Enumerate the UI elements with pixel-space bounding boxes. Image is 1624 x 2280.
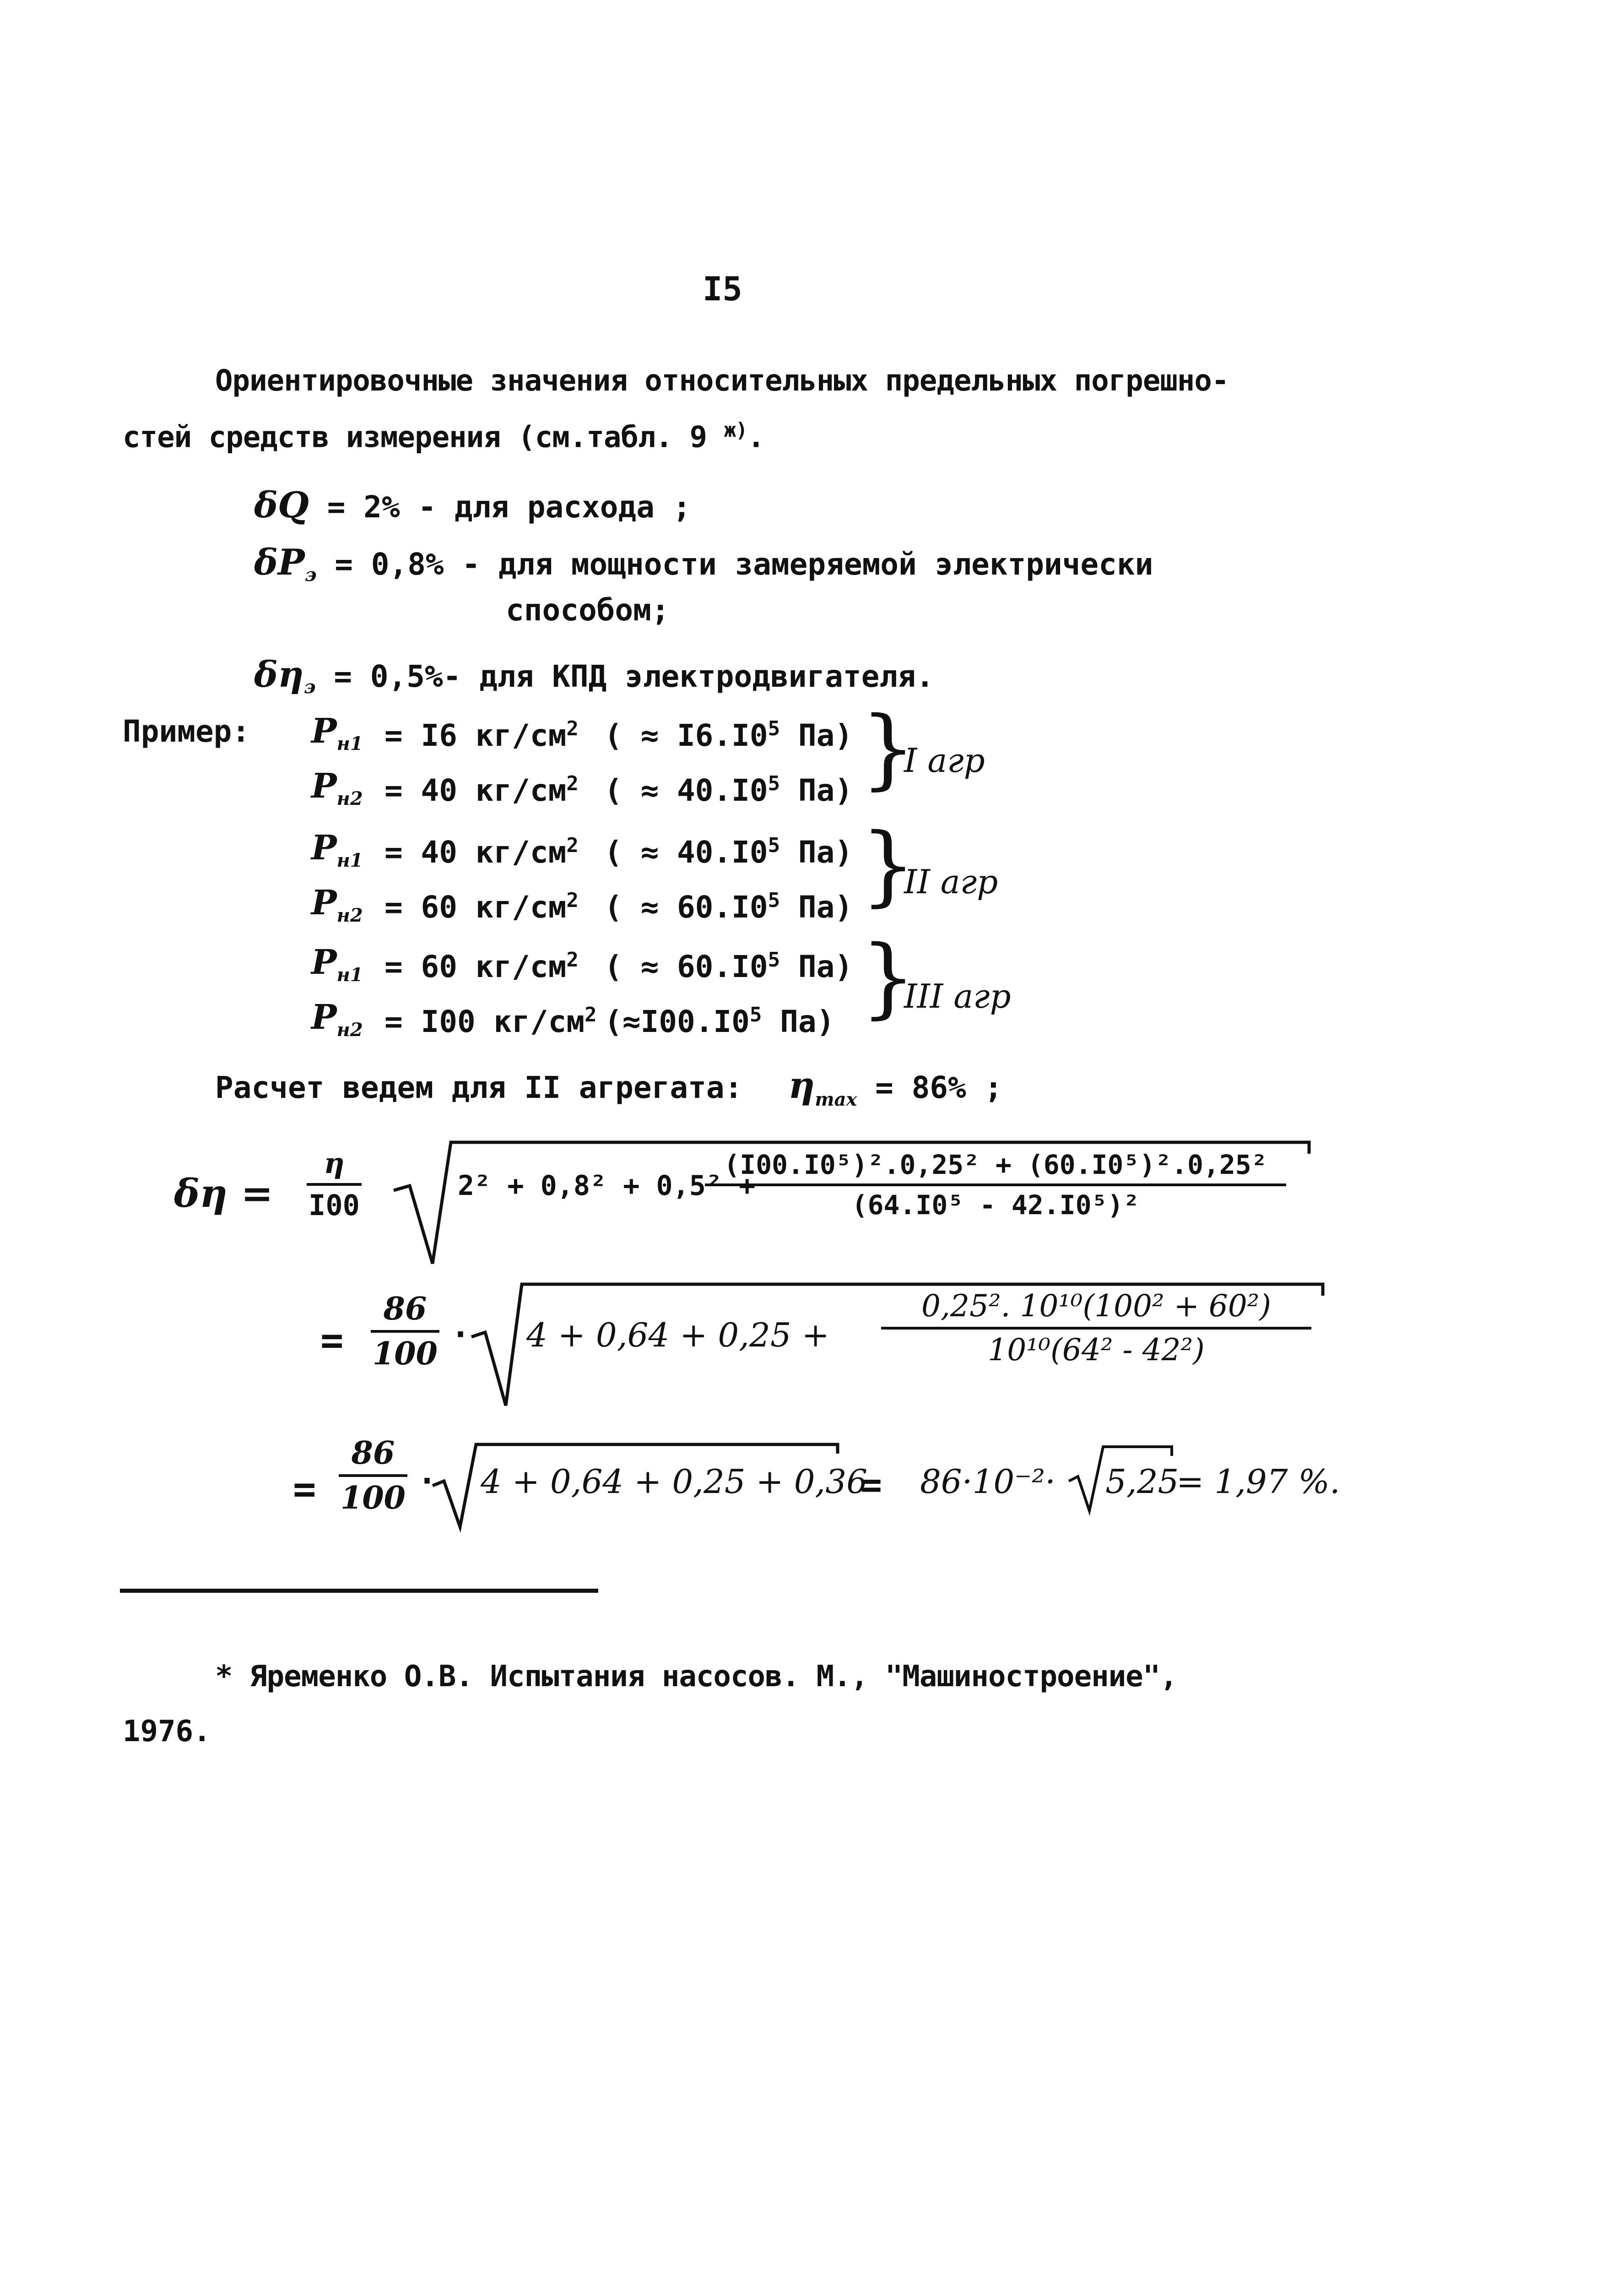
result-equals: =	[861, 1465, 882, 1506]
fraction-bar	[307, 1183, 362, 1186]
fraction-den: 100	[341, 1480, 406, 1516]
group-label-1: I агр	[904, 741, 985, 780]
fraction-num: 0,25². 10¹⁰(100² + 60²)	[921, 1288, 1271, 1324]
pressure-pa: ($\approx I00.I0^5$ Па)	[604, 1003, 835, 1039]
fraction-den: 100	[373, 1335, 438, 1372]
pressure-pa: ( ≈ $60.I0^5$ Па)	[604, 889, 853, 925]
error-power-line-cont: способом;	[506, 592, 670, 628]
fraction-86-over-100-b	[339, 1435, 407, 1516]
pressure-symbol: $P_{н1}$	[311, 943, 363, 986]
fraction-bar	[371, 1330, 439, 1333]
group-label-3: III агр	[904, 977, 1011, 1015]
eta-max-value: = 86% ;	[875, 1070, 1003, 1105]
dot-operator: ·	[417, 1462, 437, 1500]
radicand-2-terms: 4 + 0,64 + 0,25 +	[526, 1316, 829, 1354]
fraction-num: (I00.I0⁵)².0,25² + (60.I0⁵)².0,25²	[724, 1149, 1267, 1180]
delta-q-text: = 2% - для расхода ;	[327, 489, 691, 525]
pressure-symbol: $P_{н1}$	[311, 711, 363, 755]
intro-line-2	[123, 418, 765, 455]
pressure-value: = 60 $кг/см^2$	[384, 889, 579, 925]
example-label: Пример:	[123, 714, 250, 749]
formula-lhs: δη =	[174, 1171, 273, 1216]
delta-p-sub: э	[304, 564, 317, 586]
pressure-pa: ( ≈ $60.I0^5$ Па)	[604, 948, 853, 984]
footnote-line-1: * Яременко О.В. Испытания насосов. М., "Машиностроение",	[215, 1660, 1177, 1694]
radicand-1-terms: 2² + 0,8² + 0,5² +	[458, 1170, 756, 1202]
formula-equals-2: =	[320, 1318, 344, 1363]
pressure-symbol: $P_{н1}$	[311, 828, 363, 871]
brace-group-2: }	[861, 814, 916, 916]
fraction-num: 86	[383, 1291, 427, 1327]
result-value: = 1,97 %.	[1176, 1462, 1340, 1501]
fraction-num: η	[324, 1146, 345, 1180]
pressure-pa: ( ≈ $40.I0^5$ Па)	[604, 772, 853, 808]
footnote-line-2: 1976.	[123, 1715, 211, 1748]
intro-line-2-text: стей средств измерения (см.табл. 9	[123, 420, 707, 455]
pressure-pa: ( ≈ $40.I0^5$ Па)	[604, 834, 853, 870]
calc-text: Расчет ведем для II агрегата:	[215, 1070, 743, 1105]
radicand-1-fraction	[705, 1149, 1286, 1221]
pressure-value: = 60 $кг/см^2$	[384, 948, 579, 984]
delta-q-symbol: δQ	[254, 484, 309, 526]
fraction-den: 10¹⁰(64² - 42²)	[988, 1332, 1205, 1368]
pressure-symbol: $P_{н2}$	[311, 883, 363, 926]
fraction-bar	[705, 1183, 1286, 1186]
error-flow-line	[254, 484, 691, 526]
fraction-den: I00	[309, 1189, 360, 1222]
delta-eta-sub: э	[303, 676, 316, 698]
page-number: I5	[703, 270, 742, 308]
calc-line	[215, 1064, 1003, 1110]
radicand-2-fraction	[881, 1288, 1311, 1368]
brace-group-1: }	[861, 698, 916, 799]
brace-group-3: }	[861, 927, 916, 1028]
delta-p-symbol: δP	[254, 542, 305, 583]
pressure-pa: ( ≈ $I6.I0^5$ Па)	[604, 717, 853, 753]
fraction-bar	[339, 1474, 407, 1477]
result-prefix: 86·10⁻²·	[920, 1462, 1056, 1501]
delta-eta-symbol: δη	[254, 654, 304, 695]
fraction-eta-over-100	[307, 1146, 362, 1222]
radical-sign-4	[0, 0, 5, 5]
intro-line-1: Ориентировочные значения относительных предельных погрешно-	[215, 364, 1229, 398]
error-efficiency-line	[254, 654, 934, 698]
formula-equals-3: =	[293, 1466, 316, 1511]
pressure-value: = I6 $кг/см^2$	[384, 717, 579, 753]
footnote-separator	[120, 1589, 598, 1593]
group-label-2: II агр	[904, 863, 998, 901]
fraction-den: (64.I0⁵ - 42.I0⁵)²	[851, 1189, 1140, 1221]
fraction-86-over-100	[371, 1291, 439, 1372]
radicand-3: 4 + 0,64 + 0,25 + 0,36	[481, 1462, 868, 1501]
result-radicand: 5,25	[1105, 1462, 1179, 1501]
intro-line-2-end: .	[747, 420, 765, 455]
footnote-mark: ж)	[724, 418, 747, 442]
fraction-num: 86	[351, 1435, 395, 1471]
delta-p-text: = 0,8% - для мощности замеряемой электрически	[335, 547, 1153, 582]
eta-max-symbol: $\eta_{max}$	[788, 1064, 857, 1110]
dot-operator: ·	[451, 1316, 471, 1353]
fraction-bar	[881, 1327, 1311, 1330]
pressure-value: = I00 $кг/см^2$	[384, 1003, 597, 1039]
pressure-value: = 40 $кг/см^2$	[384, 834, 579, 870]
delta-eta-text: = 0,5%- для КПД электродвигателя.	[334, 659, 934, 694]
pressure-symbol: $P_{н2}$	[311, 998, 363, 1041]
error-power-line	[254, 542, 1153, 586]
pressure-symbol: $P_{н2}$	[311, 766, 363, 809]
pressure-value: = 40 $кг/см^2$	[384, 772, 579, 808]
